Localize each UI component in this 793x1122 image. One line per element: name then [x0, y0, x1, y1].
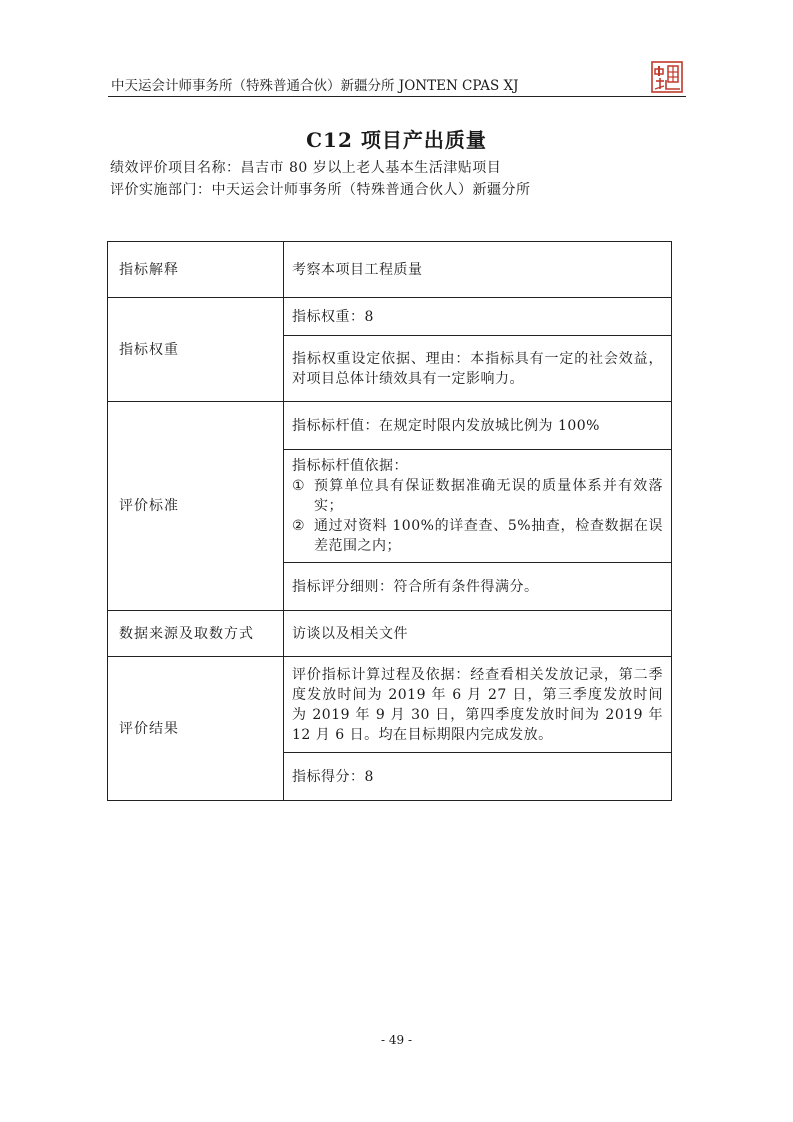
page-title: C12 项目产出质量: [306, 128, 487, 152]
row-label-explain: 指标解释: [108, 242, 284, 298]
row-label-weight: 指标权重: [108, 298, 284, 402]
criteria-target: 指标标杆值：在规定时限内发放城比例为 100%: [284, 402, 672, 450]
table-row: [108, 611, 672, 657]
table-row: [108, 402, 672, 450]
page-number: - 49 -: [380, 1033, 412, 1047]
list-text: 通过对资料 100%的详查查、5%抽查，检查数据在误差范围之内；: [314, 518, 663, 554]
indicator-table: [107, 241, 672, 801]
table-row: [108, 242, 672, 298]
criteria-basis: [284, 450, 672, 563]
list-item: [292, 476, 663, 516]
page-header: [108, 70, 686, 97]
table-row: [108, 298, 672, 336]
row-label-criteria: 评价标准: [108, 402, 284, 611]
explain-value: 考察本项目工程质量: [284, 242, 672, 298]
evaluation-department: 评价实施部门：中天运会计师事务所（特殊普通合伙人）新疆分所: [110, 182, 531, 198]
list-number: ②: [292, 518, 306, 534]
weight-value: 指标权重：8: [284, 298, 672, 336]
weight-basis: 指标权重设定依据、理由：本指标具有一定的社会效益，对项目总体计绩效具有一定影响力。: [284, 336, 672, 402]
criteria-basis-title: 指标标杆值依据：: [292, 458, 408, 474]
result-process: 评价指标计算过程及依据：经查看相关发放记录，第二季度发放时间为 2019 年 6 月 27 日，第三季度发放时间为 2019 年 9 月 30 日，第四季度发放时间为 2019 年 12 月 6 日。均在目标期限内完成发放。: [284, 657, 672, 753]
result-score: 指标得分：8: [284, 753, 672, 801]
list-item: [292, 516, 663, 556]
project-name: 绩效评价项目名称：昌吉市 80 岁以上老人基本生活津贴项目: [110, 160, 502, 176]
firm-logo-icon: [650, 60, 684, 94]
list-text: 预算单位具有保证数据准确无误的质量体系并有效落实；: [314, 478, 663, 514]
row-label-source: 数据来源及取数方式: [108, 611, 284, 657]
header-text: 中天运会计师事务所（特殊普通合伙）新疆分所 JONTEN CPAS XJ: [111, 78, 519, 94]
criteria-rule: 指标评分细则：符合所有条件得满分。: [284, 563, 672, 611]
source-value: 访谈以及相关文件: [284, 611, 672, 657]
list-number: ①: [292, 478, 306, 494]
table-row: [108, 657, 672, 753]
row-label-result: 评价结果: [108, 657, 284, 801]
